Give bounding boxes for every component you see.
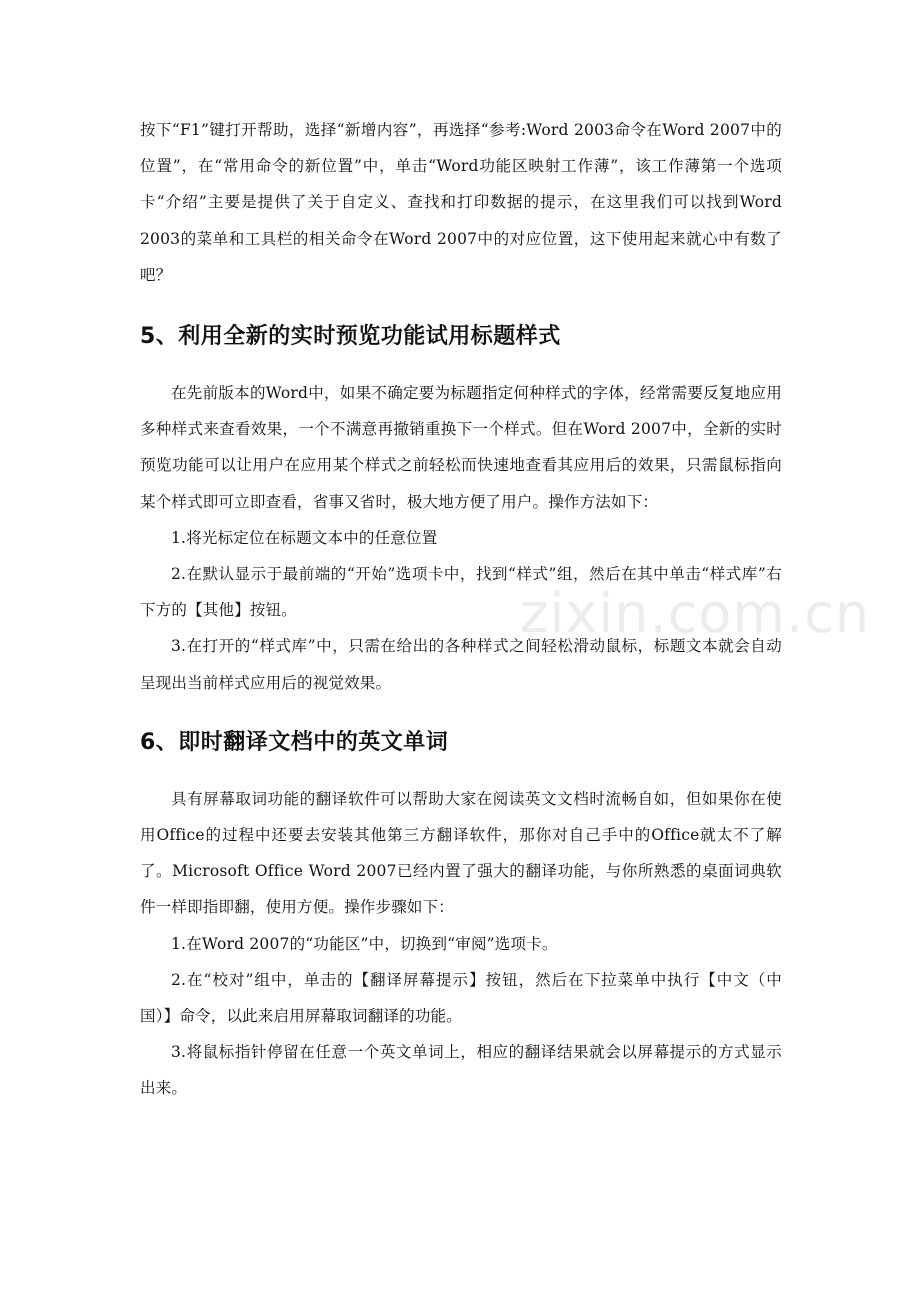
section-5-step-3: 3.在打开的“样式库”中，只需在给出的各种样式之间轻松滑动鼠标，标题文本就会自动呈现出当前样式应用后的视觉效果。 xyxy=(140,637,782,692)
section-5-heading: 5、利用全新的实时预览功能试用标题样式 xyxy=(140,324,561,350)
document-page xyxy=(140,112,782,1107)
section-5-paragraph-intro: 在先前版本的Word中，如果不确定要为标题指定何种样式的字体，经常需要反复地应用多种样式来查看效果，一个不满意再撤销重换下一个样式。但在Word 2007中，全新的实时预览功能可以让用户在应用某个样式之前轻松而快速地查看其应用后的效果，只需鼠标指向某个样式即可立即查看，省事又省时，极大地方便了用户。操作方法如下： xyxy=(140,384,782,511)
intro-paragraph: 按下“F1”键打开帮助，选择“新增内容”，再选择“参考:Word 2003命令在Word 2007中的位置”，在“常用命令的新位置”中，单击“Word功能区映射工作薄”，该工作薄第一个选项卡“介绍”主要是提供了关于自定义、查找和打印数据的提示，在这里我们可以找到Word 2003的菜单和工具栏的相关命令在Word 2007中的对应位置，这下使用起来就心中有数了吧？ xyxy=(140,121,782,284)
section-6-paragraph-intro: 具有屏幕取词功能的翻译软件可以帮助大家在阅读英文文档时流畅自如，但如果你在使用Office的过程中还要去安装其他第三方翻译软件，那你对自己手中的Office就太不了解了。Microsoft Office Word 2007已经内置了强大的翻译功能，与你所熟悉的桌面词典软件一样即指即翻，使用方便。操作步骤如下： xyxy=(140,789,782,917)
section-5-step-1: 1.将光标定位在标题文本中的任意位置 xyxy=(171,528,438,547)
section-6-step-1: 1.在Word 2007的“功能区”中，切换到“审阅”选项卡。 xyxy=(171,934,558,953)
watermark: zixin.com.cn xyxy=(520,582,871,645)
section-6-heading: 6、即时翻译文档中的英文单词 xyxy=(140,729,449,755)
section-6-step-3: 3.将鼠标指针停留在任意一个英文单词上，相应的翻译结果就会以屏幕提示的方式显示出来。 xyxy=(140,1043,782,1098)
section-5-step-2: 2.在默认显示于最前端的“开始”选项卡中，找到“样式”组，然后在其中单击“样式库”右下方的【其他】按钮。 xyxy=(140,565,782,620)
section-6-step-2: 2.在“校对”组中，单击的【翻译屏幕提示】按钮，然后在下拉菜单中执行【中文（中国）】命令，以此来启用屏幕取词翻译的功能。 xyxy=(140,970,782,1026)
